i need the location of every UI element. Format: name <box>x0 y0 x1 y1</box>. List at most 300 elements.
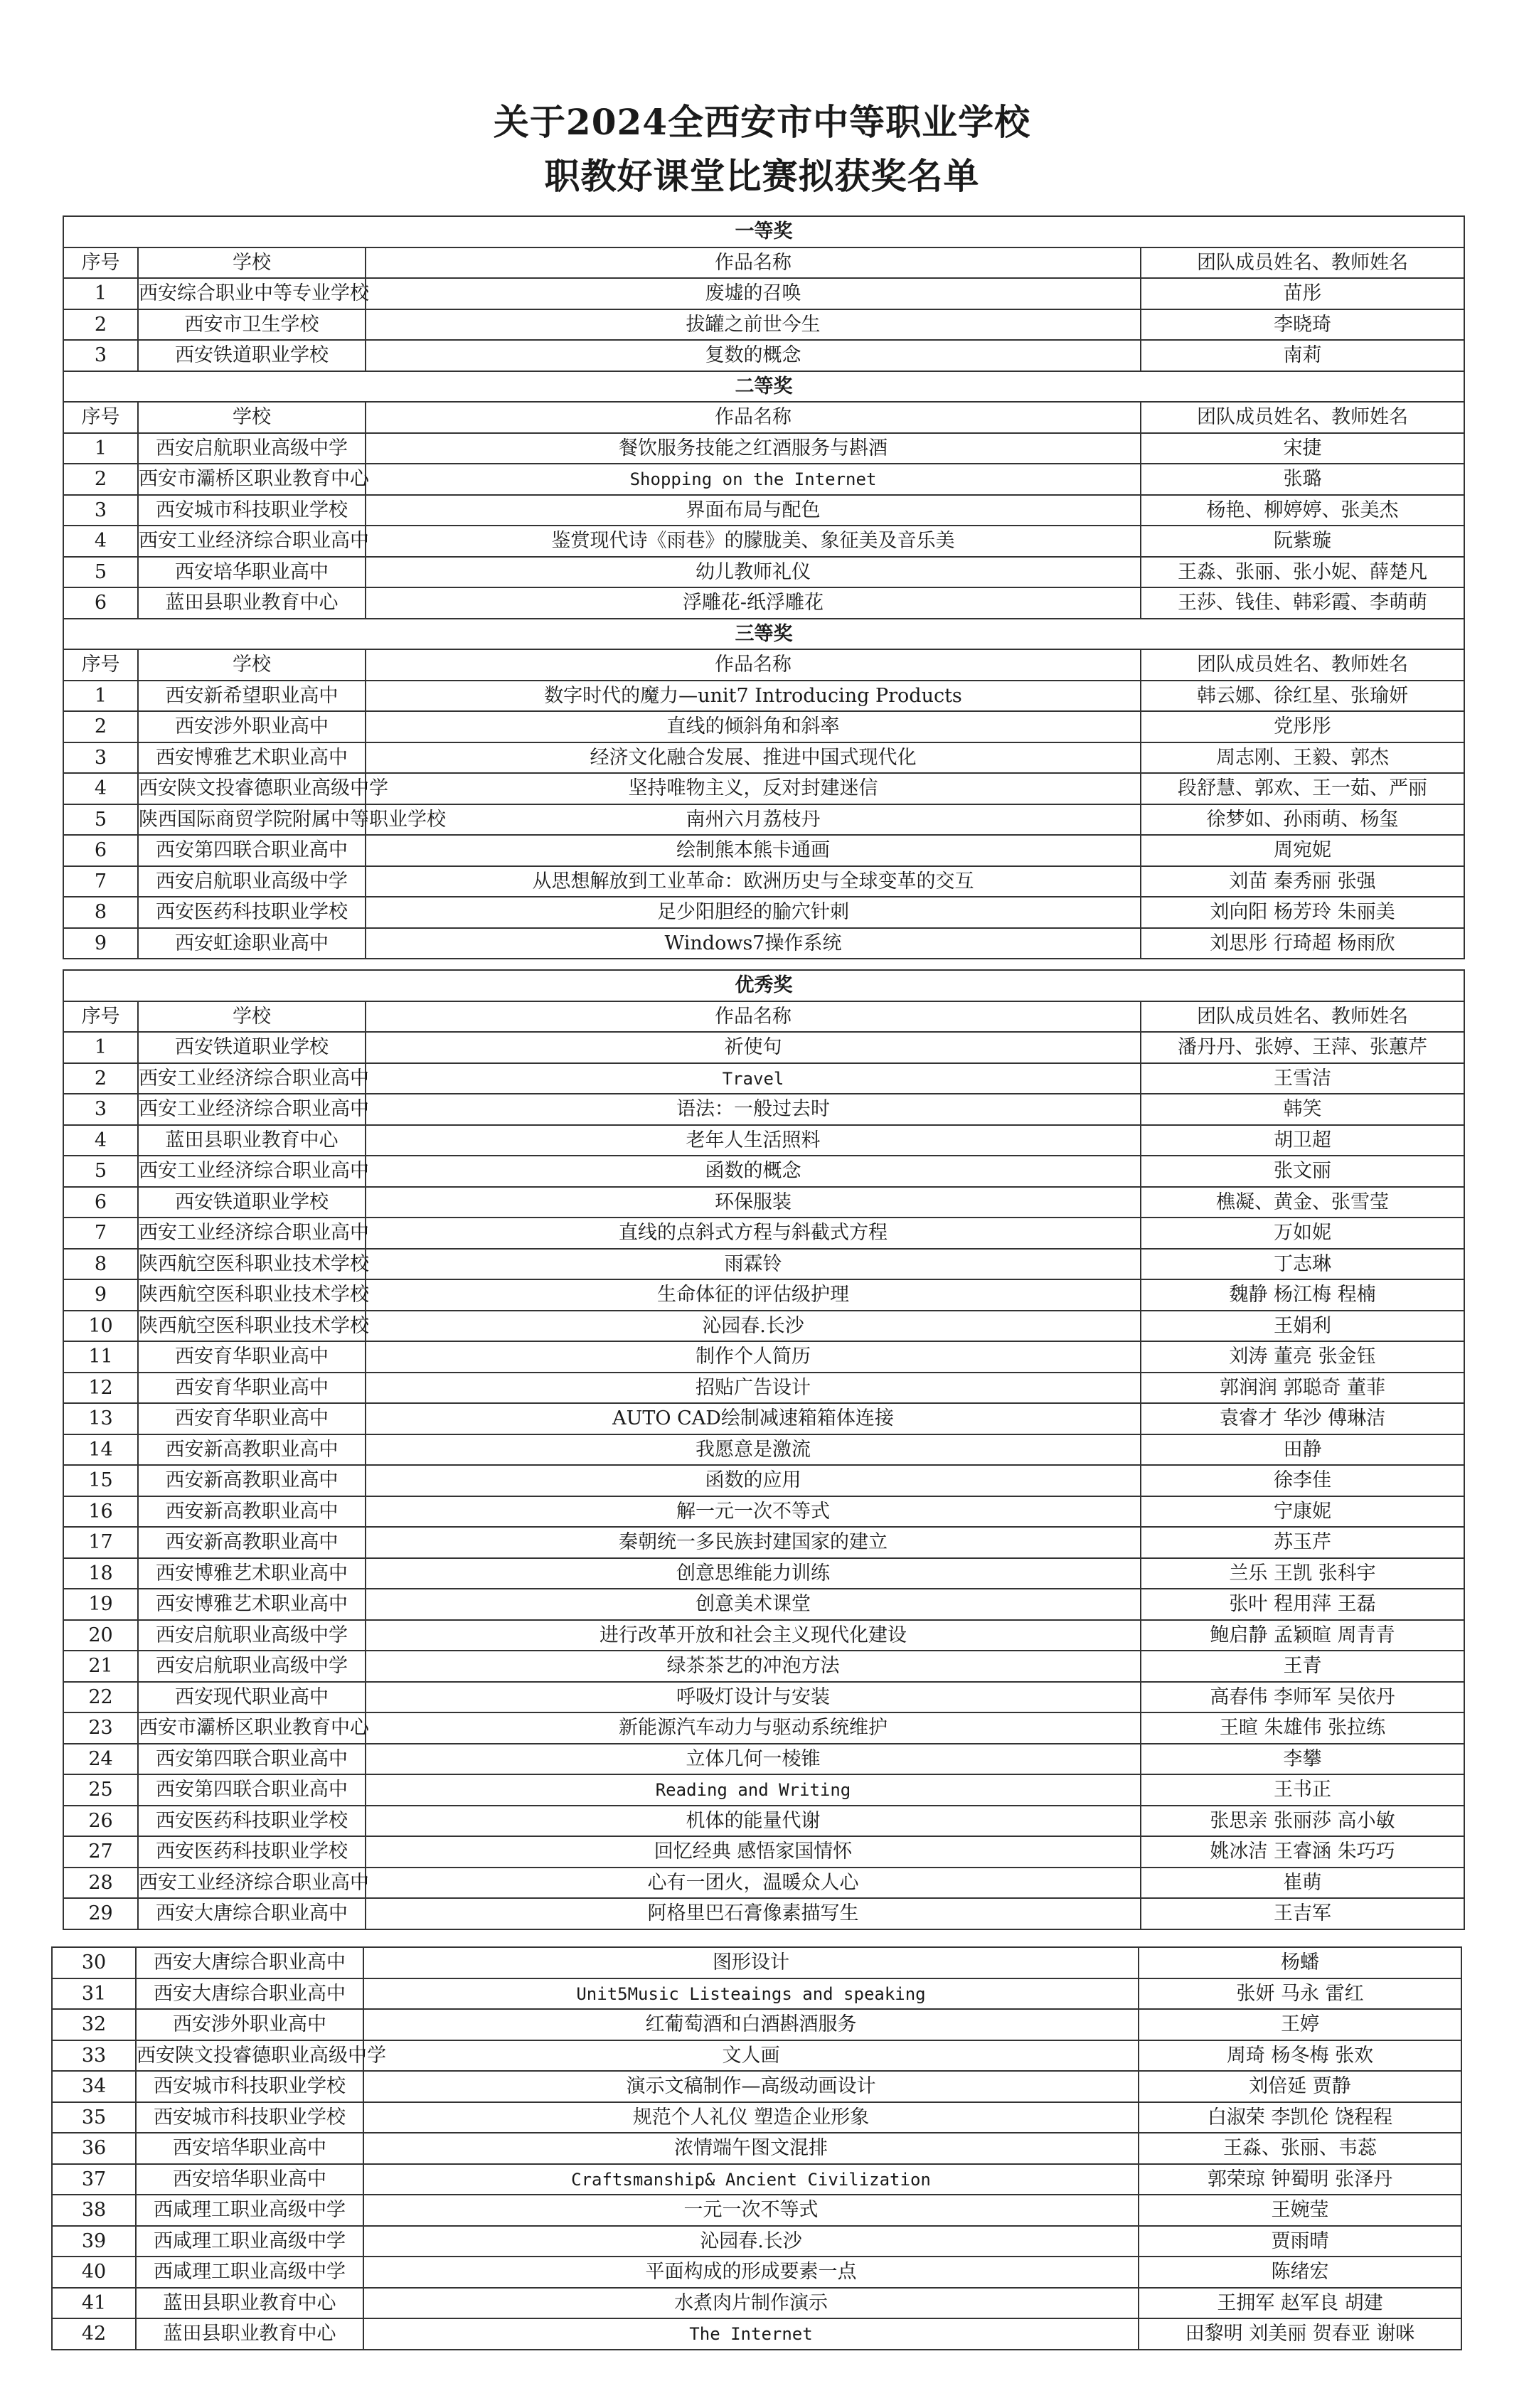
row-school: 陕西航空医科职业技术学校 <box>138 1311 366 1342</box>
row-index: 13 <box>63 1403 138 1434</box>
table-row <box>63 1836 1464 1868</box>
row-school: 西安育华职业高中 <box>138 1373 366 1404</box>
row-members: 王娟利 <box>1141 1311 1464 1342</box>
row-school: 西安医药科技职业学校 <box>138 1836 366 1868</box>
row-index: 40 <box>52 2257 136 2288</box>
header-members: 团队成员姓名、教师姓名 <box>1141 402 1464 433</box>
row-index: 36 <box>52 2133 136 2164</box>
row-members: 胡卫超 <box>1141 1125 1464 1156</box>
row-school: 西安博雅艺术职业高中 <box>138 1558 366 1589</box>
row-school: 西咸理工职业高级中学 <box>136 2195 363 2226</box>
row-work-title: Shopping on the Internet <box>366 464 1141 495</box>
section-row <box>63 619 1464 650</box>
row-school: 西安启航职业高级中学 <box>138 1651 366 1682</box>
row-work-title: 废墟的召唤 <box>366 278 1141 309</box>
row-index: 17 <box>63 1527 138 1558</box>
header-members: 团队成员姓名、教师姓名 <box>1141 1001 1464 1033</box>
header-row <box>63 247 1464 279</box>
row-members: 阮紫璇 <box>1141 526 1464 557</box>
row-work-title: 数字时代的魔力—unit7 Introducing Products <box>366 681 1141 712</box>
row-index: 14 <box>63 1434 138 1466</box>
header-members: 团队成员姓名、教师姓名 <box>1141 649 1464 681</box>
header-work: 作品名称 <box>366 649 1141 681</box>
row-work-title: 红葡萄酒和白酒斟酒服务 <box>363 2009 1139 2040</box>
row-members: 潘丹丹、张婷、王萍、张蕙芹 <box>1141 1032 1464 1063</box>
row-work-title: 鉴赏现代诗《雨巷》的朦胧美、象征美及音乐美 <box>366 526 1141 557</box>
table-row <box>63 526 1464 557</box>
table-row <box>63 1898 1464 1929</box>
section-row <box>63 216 1464 247</box>
row-school: 西安启航职业高级中学 <box>138 433 366 464</box>
row-work-title: 图形设计 <box>363 1947 1139 1978</box>
table-row <box>63 1094 1464 1125</box>
row-members: 郭荣琼 钟蜀明 张泽丹 <box>1139 2164 1461 2195</box>
row-members: 宋捷 <box>1141 433 1464 464</box>
row-members: 姚冰洁 王睿涵 朱巧巧 <box>1141 1836 1464 1868</box>
table-row <box>52 1978 1461 2010</box>
row-index: 22 <box>63 1682 138 1713</box>
row-members: 李攀 <box>1141 1744 1464 1775</box>
row-school: 西安铁道职业学校 <box>138 1187 366 1218</box>
row-members: 苗彤 <box>1141 278 1464 309</box>
row-members: 宁康妮 <box>1141 1496 1464 1528</box>
row-index: 35 <box>52 2102 136 2133</box>
row-school: 西安培华职业高中 <box>136 2133 363 2164</box>
row-school: 陕西航空医科职业技术学校 <box>138 1249 366 1280</box>
row-members: 张文丽 <box>1141 1156 1464 1187</box>
row-members: 兰乐 王凯 张科宇 <box>1141 1558 1464 1589</box>
row-members: 郭润润 郭聪奇 董菲 <box>1141 1373 1464 1404</box>
row-school: 西安综合职业中等专业学校 <box>138 278 366 309</box>
row-work-title: 坚持唯物主义，反对封建迷信 <box>366 773 1141 804</box>
row-index: 3 <box>63 742 138 774</box>
table-row <box>63 1868 1464 1899</box>
table-row <box>52 2009 1461 2040</box>
row-school: 西安启航职业高级中学 <box>138 866 366 897</box>
row-school: 西咸理工职业高级中学 <box>136 2226 363 2257</box>
row-work-title: 机体的能量代谢 <box>366 1806 1141 1837</box>
row-work-title: 老年人生活照料 <box>366 1125 1141 1156</box>
row-members: 高春伟 李师军 吴依丹 <box>1141 1682 1464 1713</box>
row-work-title: 创意思维能力训练 <box>366 1558 1141 1589</box>
table-row <box>52 2226 1461 2257</box>
row-index: 6 <box>63 1187 138 1218</box>
row-work-title: 平面构成的形成要素一点 <box>363 2257 1139 2288</box>
section-title: 优秀奖 <box>63 970 1464 1001</box>
table-row <box>63 1651 1464 1682</box>
row-members: 王婉莹 <box>1139 2195 1461 2226</box>
row-index: 5 <box>63 557 138 588</box>
row-school: 西安第四联合职业高中 <box>138 1774 366 1806</box>
table-row <box>63 587 1464 619</box>
table-row <box>52 2257 1461 2288</box>
table-row <box>52 2102 1461 2133</box>
row-index: 27 <box>63 1836 138 1868</box>
table-row <box>63 1403 1464 1434</box>
row-members: 徐李佳 <box>1141 1465 1464 1496</box>
table-row <box>63 1373 1464 1404</box>
table-row <box>63 804 1464 836</box>
row-index: 3 <box>63 340 138 371</box>
row-members: 魏静 杨江梅 程楠 <box>1141 1279 1464 1311</box>
header-school: 学校 <box>138 649 366 681</box>
row-index: 34 <box>52 2071 136 2102</box>
row-work-title: Unit5Music Listeaings and speaking <box>363 1978 1139 2010</box>
row-school: 西安大唐综合职业高中 <box>136 1978 363 2010</box>
row-members: 段舒慧、郭欢、王一茹、严丽 <box>1141 773 1464 804</box>
row-work-title: 一元一次不等式 <box>363 2195 1139 2226</box>
row-members: 周琦 杨冬梅 张欢 <box>1139 2040 1461 2072</box>
prize-table-excellence-part1 <box>63 969 1465 1930</box>
row-members: 刘涛 董亮 张金钰 <box>1141 1341 1464 1373</box>
row-school: 西安育华职业高中 <box>138 1403 366 1434</box>
row-members: 党彤彤 <box>1141 711 1464 742</box>
row-work-title: Craftsmanship& Ancient Civilization <box>363 2164 1139 2195</box>
row-work-title: 环保服装 <box>366 1187 1141 1218</box>
row-index: 20 <box>63 1620 138 1651</box>
table-row <box>63 742 1464 774</box>
row-school: 西安新高教职业高中 <box>138 1496 366 1528</box>
prize-table-first-second-third <box>63 215 1465 959</box>
row-work-title: 沁园春.长沙 <box>363 2226 1139 2257</box>
row-index: 1 <box>63 433 138 464</box>
row-index: 3 <box>63 495 138 526</box>
table-row <box>63 928 1464 959</box>
row-school: 西安虹途职业高中 <box>138 928 366 959</box>
row-members: 樵凝、黄金、张雪莹 <box>1141 1187 1464 1218</box>
row-work-title: AUTO CAD绘制减速箱箱体连接 <box>366 1403 1141 1434</box>
row-index: 9 <box>63 1279 138 1311</box>
row-school: 西安陕文投睿德职业高级中学 <box>138 773 366 804</box>
row-school: 西安城市科技职业学校 <box>136 2102 363 2133</box>
row-index: 38 <box>52 2195 136 2226</box>
table-row <box>63 897 1464 928</box>
table-row <box>52 1947 1461 1978</box>
row-school: 西安新高教职业高中 <box>138 1527 366 1558</box>
row-index: 5 <box>63 1156 138 1187</box>
row-members: 徐梦如、孙雨萌、杨玺 <box>1141 804 1464 836</box>
row-school: 西安培华职业高中 <box>136 2164 363 2195</box>
section-title: 一等奖 <box>63 216 1464 247</box>
row-index: 41 <box>52 2288 136 2319</box>
table-row <box>52 2318 1461 2350</box>
table-row <box>63 1434 1464 1466</box>
row-index: 31 <box>52 1978 136 2010</box>
table-row <box>63 340 1464 371</box>
header-members: 团队成员姓名、教师姓名 <box>1141 247 1464 279</box>
table-row <box>63 1032 1464 1063</box>
table-row <box>63 1620 1464 1651</box>
header-school: 学校 <box>138 247 366 279</box>
row-index: 7 <box>63 1218 138 1249</box>
row-index: 11 <box>63 1341 138 1373</box>
row-index: 1 <box>63 278 138 309</box>
row-school: 西安市灞桥区职业教育中心 <box>138 464 366 495</box>
row-school: 西安铁道职业学校 <box>138 340 366 371</box>
row-work-title: 南州六月荔枝丹 <box>366 804 1141 836</box>
row-index: 42 <box>52 2318 136 2350</box>
table-row <box>63 1156 1464 1187</box>
table-row <box>52 2133 1461 2164</box>
row-school: 西安现代职业高中 <box>138 1682 366 1713</box>
row-school: 西安培华职业高中 <box>138 557 366 588</box>
row-work-title: 解一元一次不等式 <box>366 1496 1141 1528</box>
row-school: 西安工业经济综合职业高中 <box>138 526 366 557</box>
row-members: 王青 <box>1141 1651 1464 1682</box>
table-row <box>63 1125 1464 1156</box>
row-index: 4 <box>63 773 138 804</box>
row-school: 西安市卫生学校 <box>138 309 366 341</box>
row-index: 29 <box>63 1898 138 1929</box>
row-index: 21 <box>63 1651 138 1682</box>
table-row <box>63 1465 1464 1496</box>
document-title-line2: 职教好课堂比赛拟获奖名单 <box>544 155 980 197</box>
row-work-title: 沁园春.长沙 <box>366 1311 1141 1342</box>
row-members: 李晓琦 <box>1141 309 1464 341</box>
row-index: 8 <box>63 1249 138 1280</box>
section-row <box>63 371 1464 403</box>
header-row <box>63 1001 1464 1033</box>
row-work-title: 立体几何一棱锥 <box>366 1744 1141 1775</box>
row-members: 苏玉芹 <box>1141 1527 1464 1558</box>
row-index: 8 <box>63 897 138 928</box>
row-work-title: 直线的倾斜角和斜率 <box>366 711 1141 742</box>
row-members: 周宛妮 <box>1141 835 1464 866</box>
row-index: 16 <box>63 1496 138 1528</box>
row-index: 28 <box>63 1868 138 1899</box>
row-work-title: 进行改革开放和社会主义现代化建设 <box>366 1620 1141 1651</box>
row-members: 白淑荣 李凯伦 饶程程 <box>1139 2102 1461 2133</box>
header-index: 序号 <box>63 1001 138 1033</box>
header-row <box>63 649 1464 681</box>
row-members: 王暄 朱雄伟 张拉练 <box>1141 1712 1464 1744</box>
row-index: 2 <box>63 1063 138 1094</box>
table-row <box>52 2288 1461 2319</box>
row-index: 6 <box>63 835 138 866</box>
row-work-title: 心有一团火，温暖众人心 <box>366 1868 1141 1899</box>
row-work-title: Reading and Writing <box>366 1774 1141 1806</box>
row-index: 6 <box>63 587 138 619</box>
table-row <box>63 835 1464 866</box>
row-work-title: 水煮肉片制作演示 <box>363 2288 1139 2319</box>
row-index: 39 <box>52 2226 136 2257</box>
table-row <box>63 495 1464 526</box>
row-work-title: 雨霖铃 <box>366 1249 1141 1280</box>
row-work-title: 函数的应用 <box>366 1465 1141 1496</box>
row-school: 陕西国际商贸学院附属中等职业学校 <box>138 804 366 836</box>
row-work-title: The Internet <box>363 2318 1139 2350</box>
row-school: 蓝田县职业教育中心 <box>138 587 366 619</box>
row-members: 王淼、张丽、张小妮、薛楚凡 <box>1141 557 1464 588</box>
row-members: 王婷 <box>1139 2009 1461 2040</box>
row-index: 3 <box>63 1094 138 1125</box>
row-index: 25 <box>63 1774 138 1806</box>
table-row <box>63 1527 1464 1558</box>
row-work-title: 拔罐之前世今生 <box>366 309 1141 341</box>
row-members: 王雪洁 <box>1141 1063 1464 1094</box>
row-members: 刘向阳 杨芳玲 朱丽美 <box>1141 897 1464 928</box>
table-row <box>63 1279 1464 1311</box>
row-work-title: 绘制熊本熊卡通画 <box>366 835 1141 866</box>
row-school: 西安涉外职业高中 <box>136 2009 363 2040</box>
row-index: 18 <box>63 1558 138 1589</box>
header-school: 学校 <box>138 402 366 433</box>
row-school: 西安工业经济综合职业高中 <box>138 1094 366 1125</box>
row-school: 西安育华职业高中 <box>138 1341 366 1373</box>
row-work-title: Travel <box>366 1063 1141 1094</box>
table-row <box>63 1187 1464 1218</box>
row-school: 西安医药科技职业学校 <box>138 1806 366 1837</box>
table-row <box>63 557 1464 588</box>
table-row <box>63 1806 1464 1837</box>
table-row <box>63 681 1464 712</box>
row-index: 9 <box>63 928 138 959</box>
row-members: 韩云娜、徐红星、张瑜妍 <box>1141 681 1464 712</box>
row-index: 7 <box>63 866 138 897</box>
section-row <box>63 970 1464 1001</box>
row-members: 韩笑 <box>1141 1094 1464 1125</box>
row-work-title: 从思想解放到工业革命：欧洲历史与全球变革的交互 <box>366 866 1141 897</box>
table-row <box>63 1558 1464 1589</box>
row-work-title: 演示文稿制作—高级动画设计 <box>363 2071 1139 2102</box>
row-members: 杨蟠 <box>1139 1947 1461 1978</box>
row-work-title: 绿茶茶艺的冲泡方法 <box>366 1651 1141 1682</box>
row-school: 蓝田县职业教育中心 <box>136 2318 363 2350</box>
table-row <box>63 1774 1464 1806</box>
row-index: 2 <box>63 309 138 341</box>
row-school: 西安大唐综合职业高中 <box>138 1898 366 1929</box>
row-work-title: 直线的点斜式方程与斜截式方程 <box>366 1218 1141 1249</box>
row-school: 西安大唐综合职业高中 <box>136 1947 363 1978</box>
table-row <box>63 866 1464 897</box>
row-members: 田静 <box>1141 1434 1464 1466</box>
row-index: 1 <box>63 681 138 712</box>
row-work-title: Windows7操作系统 <box>366 928 1141 959</box>
header-index: 序号 <box>63 402 138 433</box>
row-school: 西安医药科技职业学校 <box>138 897 366 928</box>
row-index: 10 <box>63 1311 138 1342</box>
row-work-title: 我愿意是激流 <box>366 1434 1141 1466</box>
table-row <box>63 1249 1464 1280</box>
row-members: 张璐 <box>1141 464 1464 495</box>
table-row <box>52 2040 1461 2072</box>
row-school: 蓝田县职业教育中心 <box>138 1125 366 1156</box>
header-row <box>63 402 1464 433</box>
table-row <box>63 1218 1464 1249</box>
row-members: 王淼、张丽、韦蕊 <box>1139 2133 1461 2164</box>
row-work-title: 界面布局与配色 <box>366 495 1141 526</box>
table-row <box>63 773 1464 804</box>
row-members: 刘倍延 贾静 <box>1139 2071 1461 2102</box>
row-index: 30 <box>52 1947 136 1978</box>
row-school: 西安工业经济综合职业高中 <box>138 1063 366 1094</box>
row-work-title: 浓情端午图文混排 <box>363 2133 1139 2164</box>
row-members: 王吉军 <box>1141 1898 1464 1929</box>
row-work-title: 呼吸灯设计与安装 <box>366 1682 1141 1713</box>
header-work: 作品名称 <box>366 402 1141 433</box>
row-members: 王莎、钱佳、韩彩霞、李萌萌 <box>1141 587 1464 619</box>
table-row <box>63 278 1464 309</box>
header-work: 作品名称 <box>366 1001 1141 1033</box>
row-index: 32 <box>52 2009 136 2040</box>
row-members: 崔萌 <box>1141 1868 1464 1899</box>
row-members: 鲍启静 孟颖暄 周青青 <box>1141 1620 1464 1651</box>
row-school: 西安铁道职业学校 <box>138 1032 366 1063</box>
row-index: 4 <box>63 526 138 557</box>
row-work-title: 浮雕花-纸浮雕花 <box>366 587 1141 619</box>
row-index: 19 <box>63 1589 138 1620</box>
row-work-title: 招贴广告设计 <box>366 1373 1141 1404</box>
row-work-title: 回忆经典 感悟家国情怀 <box>366 1836 1141 1868</box>
row-members: 陈绪宏 <box>1139 2257 1461 2288</box>
row-school: 西安新高教职业高中 <box>138 1465 366 1496</box>
row-work-title: 规范个人礼仪 塑造企业形象 <box>363 2102 1139 2133</box>
row-school: 西安涉外职业高中 <box>138 711 366 742</box>
row-index: 33 <box>52 2040 136 2072</box>
row-members: 南莉 <box>1141 340 1464 371</box>
row-index: 23 <box>63 1712 138 1744</box>
row-work-title: 创意美术课堂 <box>366 1589 1141 1620</box>
table-row <box>52 2195 1461 2226</box>
table-row <box>52 2164 1461 2195</box>
table-row <box>63 433 1464 464</box>
row-work-title: 文人画 <box>363 2040 1139 2072</box>
row-school: 西安城市科技职业学校 <box>138 495 366 526</box>
row-index: 37 <box>52 2164 136 2195</box>
row-members: 丁志琳 <box>1141 1249 1464 1280</box>
table-row <box>63 1712 1464 1744</box>
row-work-title: 新能源汽车动力与驱动系统维护 <box>366 1712 1141 1744</box>
row-index: 26 <box>63 1806 138 1837</box>
row-school: 蓝田县职业教育中心 <box>136 2288 363 2319</box>
row-school: 西安新希望职业高中 <box>138 681 366 712</box>
row-work-title: 制作个人简历 <box>366 1341 1141 1373</box>
table-row <box>63 1744 1464 1775</box>
row-members: 贾雨晴 <box>1139 2226 1461 2257</box>
table-row <box>63 464 1464 495</box>
table-row <box>63 309 1464 341</box>
row-school: 西安第四联合职业高中 <box>138 835 366 866</box>
row-school: 西安博雅艺术职业高中 <box>138 1589 366 1620</box>
row-members: 张思亲 张丽莎 高小敏 <box>1141 1806 1464 1837</box>
row-index: 4 <box>63 1125 138 1156</box>
row-work-title: 祈使句 <box>366 1032 1141 1063</box>
row-school: 西咸理工职业高级中学 <box>136 2257 363 2288</box>
header-index: 序号 <box>63 247 138 279</box>
row-school: 西安工业经济综合职业高中 <box>138 1218 366 1249</box>
row-school: 西安工业经济综合职业高中 <box>138 1156 366 1187</box>
row-index: 12 <box>63 1373 138 1404</box>
document-title-line1: 关于2024全西安市中等职业学校 <box>493 101 1031 143</box>
table-row <box>63 711 1464 742</box>
table-row <box>63 1341 1464 1373</box>
table-row <box>63 1063 1464 1094</box>
row-work-title: 语法：一般过去时 <box>366 1094 1141 1125</box>
row-school: 西安启航职业高级中学 <box>138 1620 366 1651</box>
row-school: 西安工业经济综合职业高中 <box>138 1868 366 1899</box>
row-members: 刘苗 秦秀丽 张强 <box>1141 866 1464 897</box>
row-work-title: 足少阳胆经的腧穴针刺 <box>366 897 1141 928</box>
header-index: 序号 <box>63 649 138 681</box>
table-row <box>63 1682 1464 1713</box>
row-school: 西安博雅艺术职业高中 <box>138 742 366 774</box>
row-work-title: 秦朝统一多民族封建国家的建立 <box>366 1527 1141 1558</box>
table-row <box>52 2071 1461 2102</box>
header-school: 学校 <box>138 1001 366 1033</box>
row-school: 西安城市科技职业学校 <box>136 2071 363 2102</box>
row-index: 24 <box>63 1744 138 1775</box>
row-work-title: 函数的概念 <box>366 1156 1141 1187</box>
